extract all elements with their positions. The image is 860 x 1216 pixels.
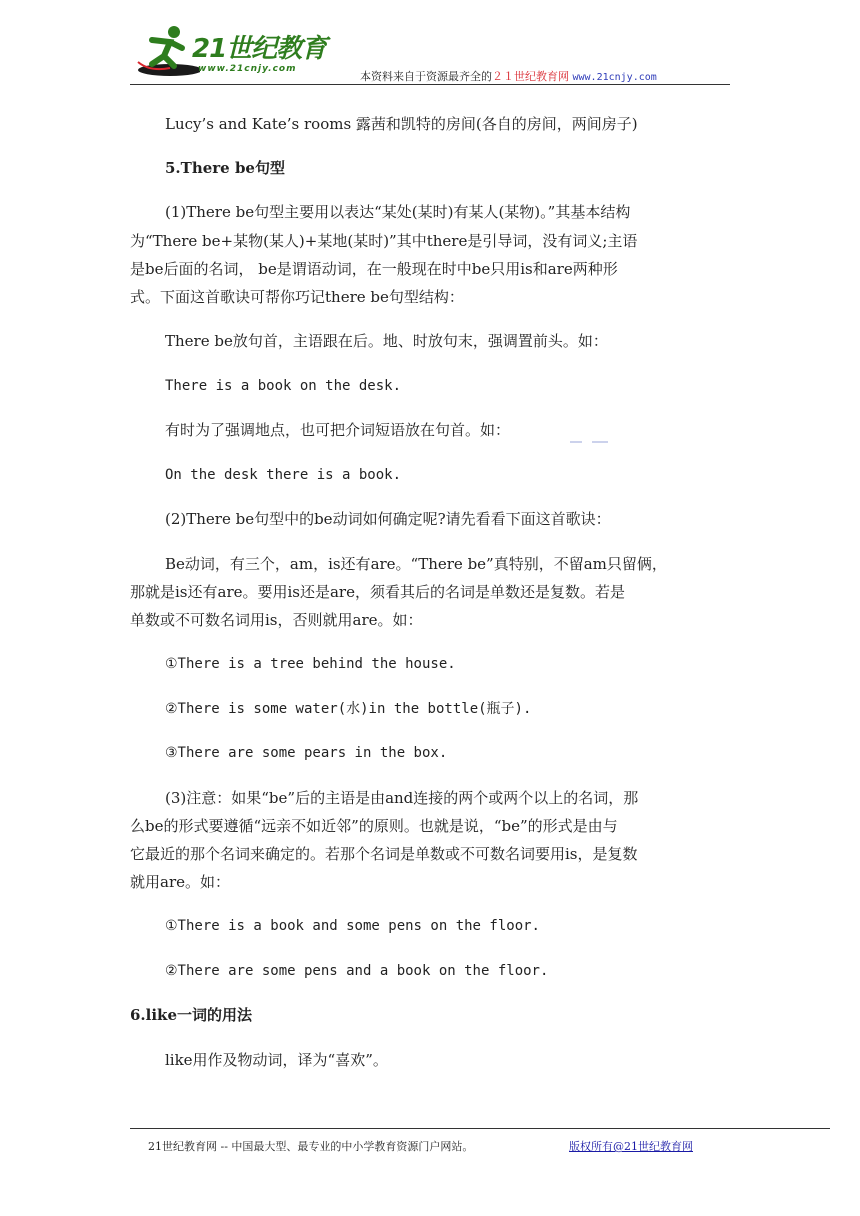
paragraph-line: 是be后面的名词， be是谓语动词，在一般现在时中be只用is和are两种形 bbox=[130, 260, 618, 278]
example-sentence: On the desk there is a book. bbox=[165, 467, 402, 483]
header-note-prefix: 本资料来自于资源最齐全的 bbox=[360, 70, 492, 83]
note-line: 有时为了强调地点，也可把介词短语放在句首。如： bbox=[165, 421, 511, 439]
blue-mark-decoration bbox=[570, 432, 608, 444]
paragraph-line: Be动词，有三个，am，is还有are。“There be”真特别，不留am只留俩， bbox=[165, 555, 667, 573]
example-rooms: Lucy’s and Kate’s rooms 露茜和凯特的房间(各自的房间，两间房子) bbox=[165, 115, 638, 133]
example-sentence: ②There is some water(水)in the bottle(瓶子). bbox=[165, 701, 532, 717]
paragraph-line: (3)注意：如果“be”后的主语是由and连接的两个或两个以上的名词，那 bbox=[165, 789, 639, 807]
header-note-url[interactable]: www.21cnjy.com bbox=[572, 72, 657, 83]
paragraph-line: 它最近的那个名词来确定的。若那个名词是单数或不可数名词要用is，是复数 bbox=[130, 845, 638, 863]
example-sentence: ①There is a book and some pens on the floor. bbox=[165, 918, 540, 934]
example-sentence: ②There are some pens and a book on the floor. bbox=[165, 963, 549, 979]
paragraph-line: like用作及物动词，译为“喜欢”。 bbox=[165, 1051, 388, 1069]
paragraph-line: 么be的形式要遵循“远亲不如近邻”的原则。也就是说，“be”的形式是由与 bbox=[130, 817, 618, 835]
runner-logo-icon bbox=[130, 22, 200, 82]
footer-text: 21世纪教育网 -- 中国最大型、最专业的中小学教育资源门户网站。 bbox=[148, 1140, 474, 1153]
section-heading-like: 6.like一词的用法 bbox=[130, 1006, 252, 1024]
footer-copyright-link[interactable]: 版权所有@21世纪教育网 bbox=[569, 1140, 693, 1153]
paragraph-line: (1)There be句型主要用以表达“某处(某时)有某人(某物)。”其基本结构 bbox=[165, 203, 631, 221]
footer-divider bbox=[130, 1128, 830, 1129]
example-sentence: ①There is a tree behind the house. bbox=[165, 656, 456, 672]
header-note bbox=[360, 68, 657, 84]
rhyme-line: There be放句首，主语跟在后。地、时放句末，强调置前头。如： bbox=[165, 332, 608, 350]
paragraph-line: 那就是is还有are。要用is还是are，须看其后的名词是单数还是复数。若是 bbox=[130, 583, 625, 601]
example-sentence: ③There are some pears in the box. bbox=[165, 745, 448, 761]
logo-text: 21世纪教育 bbox=[192, 34, 327, 64]
header-note-site[interactable]: ２１世纪教育网 bbox=[492, 70, 569, 83]
logo-url: www.21cnjy.com bbox=[198, 64, 297, 74]
site-logo bbox=[130, 22, 360, 82]
page-header bbox=[130, 22, 730, 86]
section-heading-there-be: 5.There be句型 bbox=[165, 159, 285, 177]
paragraph-line: 式。下面这首歌诀可帮你巧记there be句型结构： bbox=[130, 288, 464, 306]
header-divider bbox=[130, 84, 730, 85]
paragraph-line: 为“There be+某物(某人)+某地(某时)”其中there是引导词，没有词义;主语 bbox=[130, 232, 638, 250]
example-sentence: There is a book on the desk. bbox=[165, 378, 402, 394]
paragraph-line: (2)There be句型中的be动词如何确定呢?请先看看下面这首歌诀： bbox=[165, 510, 611, 528]
paragraph-line: 单数或不可数名词用is，否则就用are。如： bbox=[130, 611, 423, 629]
paragraph-line: 就用are。如： bbox=[130, 873, 230, 891]
